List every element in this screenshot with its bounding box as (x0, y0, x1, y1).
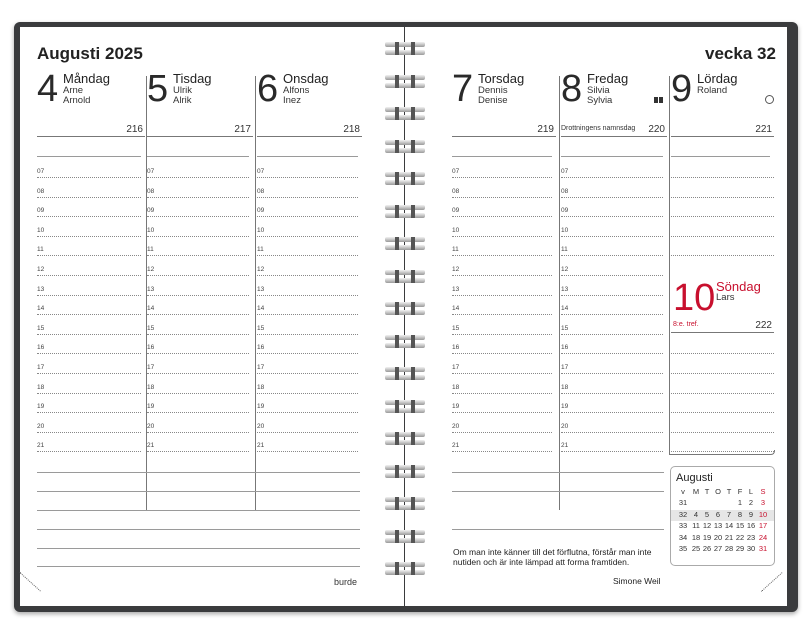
hour-line (147, 451, 249, 452)
spiral-ring (385, 302, 425, 316)
day-cell: 15 (735, 521, 745, 530)
day-cell: 28 (724, 544, 734, 553)
hour-label: 11 (257, 246, 264, 254)
sunday-day-of-year: 222 (755, 320, 772, 331)
mini-calendar-week (671, 544, 774, 555)
hour-label: 17 (452, 364, 460, 371)
hour-label: 21 (147, 442, 155, 450)
hour-label: 20 (452, 422, 460, 430)
sunday-number: 10 (673, 277, 716, 319)
week-number: 35 (678, 544, 688, 553)
day-cell: 19 (702, 532, 712, 542)
hour-line (257, 334, 358, 335)
hour-label: 18 (561, 383, 569, 391)
hour-label: 21 (561, 442, 569, 450)
weekday-label: F (737, 487, 743, 496)
hour-line (452, 412, 552, 413)
hour-label: 16 (561, 344, 569, 352)
blank-line (561, 156, 663, 157)
hour-label: 11 (37, 246, 44, 254)
blank-line (671, 156, 770, 157)
weekday-label: M (692, 487, 700, 496)
hour-label: 15 (37, 324, 45, 332)
day-cell: 18 (691, 532, 701, 542)
notes-line (452, 472, 664, 473)
hour-label: 15 (452, 324, 460, 332)
hour-line (452, 432, 552, 433)
name-day: Alfons (283, 85, 310, 96)
saturday-line (671, 255, 774, 256)
hour-line (257, 216, 358, 217)
hour-line (452, 314, 552, 315)
day-header-line (671, 136, 774, 137)
day-cell: 25 (691, 544, 701, 553)
hour-label: 07 (37, 168, 45, 175)
spiral-ring (385, 562, 425, 576)
hour-line (37, 255, 141, 256)
spiral-ring (385, 432, 425, 446)
hour-label: 08 (37, 187, 45, 195)
hour-line (561, 295, 663, 296)
name-day: Inez (283, 95, 301, 106)
day-name: Lördag (697, 71, 738, 86)
day-cell: 14 (724, 521, 734, 530)
hour-line (37, 451, 141, 452)
day-of-year: 219 (537, 124, 554, 135)
hour-label: 14 (561, 305, 569, 313)
notes-line (37, 472, 360, 473)
hour-label: 12 (37, 266, 45, 273)
brand-logo: burde (334, 577, 358, 587)
weekday-label: O (715, 487, 721, 496)
hour-line (257, 197, 358, 198)
name-day: Ulrik (173, 85, 192, 96)
hour-label: 11 (561, 246, 568, 254)
hour-line (561, 275, 663, 276)
mini-calendar-title: Augusti (676, 472, 713, 484)
hour-line (561, 216, 663, 217)
hour-line (147, 432, 249, 433)
last-quarter-icon (654, 97, 663, 103)
hour-label: 19 (147, 403, 155, 411)
name-day: Roland (697, 85, 728, 96)
hour-line (257, 255, 358, 256)
hour-label: 14 (452, 305, 460, 313)
hour-label: 09 (147, 207, 155, 215)
week-number: 33 (678, 521, 688, 530)
hour-label: 16 (147, 344, 155, 352)
hour-line (257, 236, 358, 237)
weekday-label: T (726, 487, 732, 496)
day-number: 4 (37, 68, 59, 110)
hour-line (452, 295, 552, 296)
hour-label: 13 (37, 285, 45, 293)
hour-label: 20 (37, 422, 45, 430)
hour-line (257, 177, 358, 178)
spiral-ring (385, 400, 425, 414)
blank-line (452, 156, 552, 157)
hour-label: 15 (147, 324, 155, 332)
weekday-label: T (704, 487, 710, 496)
saturday-line (671, 432, 774, 433)
day-cell: 31 (758, 544, 768, 553)
saturday-line (671, 197, 774, 198)
hour-label: 08 (561, 187, 569, 195)
sunday-name: Söndag (716, 279, 761, 294)
spiral-ring (385, 205, 425, 219)
hour-label: 07 (257, 168, 265, 175)
month-year-title: Augusti 2025 (37, 44, 143, 63)
hour-label: 14 (257, 305, 265, 313)
hour-label: 10 (257, 226, 265, 234)
hour-label: 08 (147, 187, 155, 195)
hour-line (561, 451, 663, 452)
column-divider (559, 76, 560, 510)
hour-label: 12 (257, 266, 265, 273)
day-cell: 2 (748, 498, 754, 507)
day-cell: 12 (702, 521, 712, 530)
hour-label: 21 (37, 442, 45, 450)
hour-line (452, 197, 552, 198)
hour-line (561, 255, 663, 256)
mini-calendar-week (671, 510, 774, 521)
hour-label: 13 (561, 285, 569, 293)
hour-label: 17 (147, 364, 155, 371)
hour-line (147, 412, 249, 413)
hour-label: 17 (37, 364, 45, 371)
week-number: 34 (678, 532, 688, 542)
blank-line (257, 156, 358, 157)
day-cell: 5 (704, 509, 710, 519)
hour-label: 13 (452, 285, 460, 293)
hour-label: 20 (147, 422, 155, 430)
saturday-line (671, 412, 774, 413)
day-cell: 29 (735, 544, 745, 553)
name-day: Arnold (63, 95, 91, 106)
name-day: Silvia (587, 85, 610, 96)
hour-label: 09 (257, 207, 265, 215)
spiral-ring (385, 42, 425, 56)
hour-line (257, 295, 358, 296)
day-cell: 8 (737, 509, 743, 519)
hour-label: 16 (257, 344, 265, 352)
mini-calendar-header (671, 487, 774, 498)
hour-label: 13 (257, 285, 265, 293)
hour-line (561, 412, 663, 413)
hour-line (37, 177, 141, 178)
hour-line (452, 393, 552, 394)
hour-label: 14 (37, 305, 45, 313)
day-of-year: 221 (755, 124, 772, 135)
hour-line (561, 373, 663, 374)
hour-line (561, 314, 663, 315)
hour-line (452, 334, 552, 335)
day-cell: 26 (702, 544, 712, 553)
saturday-line (671, 373, 774, 374)
day-header-line (147, 136, 253, 137)
hour-line (147, 295, 249, 296)
hour-label: 17 (561, 364, 569, 371)
hour-label: 09 (561, 207, 569, 215)
day-header-line (37, 136, 145, 137)
blank-line (147, 156, 249, 157)
hour-line (147, 216, 249, 217)
day-cell: 27 (713, 544, 723, 553)
column-divider (669, 76, 670, 454)
day-name: Onsdag (283, 71, 329, 86)
weekday-label: S (760, 487, 766, 496)
hour-line (257, 451, 358, 452)
sunday-header-line (671, 332, 774, 333)
hour-label: 09 (452, 207, 460, 215)
hour-line (452, 353, 552, 354)
hour-line (147, 197, 249, 198)
hour-line (257, 275, 358, 276)
spiral-ring (385, 107, 425, 121)
day-name: Tisdag (173, 71, 212, 86)
hour-line (147, 393, 249, 394)
spiral-ring (385, 367, 425, 381)
hour-line (452, 216, 552, 217)
day-cell: 11 (692, 521, 700, 530)
day-header-line (257, 136, 362, 137)
hour-line (147, 255, 249, 256)
spiral-ring (385, 237, 425, 251)
quote-text: Om man inte känner till det förflutna, förstår man inte nutiden och är inte lämpad att forma framtiden. (453, 547, 652, 567)
day-cell: 20 (713, 532, 723, 542)
day-note: Drottningens namnsdag (561, 125, 636, 132)
day-of-year: 220 (648, 124, 665, 135)
weekday-label: v (681, 487, 685, 496)
hour-line (147, 236, 249, 237)
spiral-ring (385, 140, 425, 154)
hour-label: 18 (147, 383, 155, 391)
day-cell: 10 (758, 509, 768, 519)
hour-line (147, 275, 249, 276)
day-cell: 16 (746, 521, 756, 530)
hour-line (147, 353, 249, 354)
hour-line (452, 275, 552, 276)
hour-label: 20 (257, 422, 265, 430)
hour-line (37, 412, 141, 413)
hour-label: 14 (147, 305, 155, 313)
saturday-line (671, 216, 774, 217)
spiral-ring (385, 465, 425, 479)
spiral-ring (385, 335, 425, 349)
hour-line (257, 432, 358, 433)
day-number: 9 (671, 68, 693, 110)
hour-line (257, 314, 358, 315)
hour-line (257, 353, 358, 354)
day-cell: 21 (724, 532, 734, 542)
saturday-line (671, 177, 774, 178)
hour-line (37, 393, 141, 394)
hour-line (37, 236, 141, 237)
notes-line (37, 548, 360, 549)
hour-label: 15 (561, 324, 569, 332)
day-of-year: 217 (234, 124, 251, 135)
name-day: Sylvia (587, 95, 613, 106)
hour-line (561, 432, 663, 433)
day-name: Torsdag (478, 71, 525, 86)
hour-label: 17 (257, 364, 265, 371)
hour-label: 19 (561, 403, 569, 411)
hour-label: 10 (561, 226, 569, 234)
hour-label: 16 (37, 344, 45, 352)
saturday-line (671, 393, 774, 394)
hour-line (37, 216, 141, 217)
hour-line (452, 373, 552, 374)
spiral-ring (385, 497, 425, 511)
hour-label: 19 (37, 403, 45, 411)
mini-calendar (670, 466, 775, 566)
quote-author: Simone Weil (613, 576, 661, 586)
day-of-year: 218 (343, 124, 360, 135)
mini-calendar-week (671, 521, 774, 532)
day-cell: 9 (748, 509, 754, 519)
hour-line (37, 197, 141, 198)
hour-label: 10 (147, 226, 155, 234)
name-day: Alrik (173, 95, 192, 106)
spiral-ring (385, 172, 425, 186)
hour-line (257, 373, 358, 374)
hour-label: 12 (147, 266, 155, 273)
day-cell: 22 (735, 532, 745, 542)
week-number: 32 (678, 509, 688, 519)
day-cell: 6 (715, 509, 721, 519)
blank-line (37, 156, 141, 157)
day-number: 7 (452, 68, 474, 110)
hour-line (561, 177, 663, 178)
hour-line (452, 451, 552, 452)
hour-line (147, 314, 249, 315)
saturday-box-bottom (669, 450, 775, 455)
week-number: 31 (678, 498, 688, 507)
day-header-line (452, 136, 556, 137)
hour-line (147, 177, 249, 178)
hour-line (452, 255, 552, 256)
name-day: Arne (63, 85, 84, 96)
day-cell: 24 (758, 532, 768, 542)
hour-line (452, 236, 552, 237)
hour-label: 18 (37, 383, 45, 391)
day-cell: 1 (737, 498, 743, 507)
hour-label: 18 (257, 383, 265, 391)
hour-line (37, 432, 141, 433)
day-name: Måndag (63, 71, 110, 86)
day-cell: 23 (746, 532, 756, 542)
day-header-line (561, 136, 667, 137)
hour-line (561, 353, 663, 354)
day-cell: 3 (760, 498, 766, 507)
hour-label: 12 (452, 266, 460, 273)
hour-label: 15 (257, 324, 265, 332)
hour-label: 07 (452, 168, 460, 175)
hour-label: 07 (147, 168, 155, 175)
notes-line (452, 529, 664, 530)
notes-line (37, 510, 360, 511)
hour-line (147, 373, 249, 374)
hour-label: 07 (561, 168, 569, 175)
saturday-line (671, 236, 774, 237)
day-cell: 13 (713, 521, 723, 530)
name-day: Dennis (478, 85, 508, 96)
notes-line (37, 491, 360, 492)
hour-line (37, 275, 141, 276)
day-cell: 4 (693, 509, 699, 519)
new-moon-icon (765, 95, 774, 104)
hour-line (561, 334, 663, 335)
week-number-title: vecka 32 (705, 44, 776, 63)
day-number: 8 (561, 68, 583, 110)
day-number: 5 (147, 68, 169, 110)
hour-label: 18 (452, 383, 460, 391)
hour-line (561, 197, 663, 198)
day-cell: 7 (726, 509, 732, 519)
hour-line (37, 373, 141, 374)
mini-calendar-week (671, 498, 774, 509)
hour-label: 09 (37, 207, 45, 215)
day-number: 6 (257, 68, 279, 110)
hour-label: 21 (257, 442, 265, 450)
hour-line (561, 236, 663, 237)
day-of-year: 216 (126, 124, 143, 135)
hour-label: 11 (452, 246, 459, 254)
hour-label: 21 (452, 442, 460, 450)
column-divider (146, 76, 147, 510)
column-divider (255, 76, 256, 510)
hour-line (452, 177, 552, 178)
saturday-line (671, 353, 774, 354)
hour-label: 10 (37, 226, 45, 234)
hour-label: 20 (561, 422, 569, 430)
day-cell: 30 (746, 544, 756, 553)
hour-line (257, 412, 358, 413)
hour-label: 10 (452, 226, 460, 234)
mini-calendar-week (671, 533, 774, 544)
hour-label: 12 (561, 266, 569, 273)
day-cell: 17 (758, 521, 768, 530)
hour-label: 16 (452, 344, 460, 352)
notes-line (452, 491, 664, 492)
spiral-ring (385, 75, 425, 89)
sunday-name-day: Lars (716, 292, 735, 303)
hour-line (257, 393, 358, 394)
hour-label: 19 (452, 403, 460, 411)
hour-label: 11 (147, 246, 154, 254)
notes-line (37, 566, 360, 567)
spiral-ring (385, 270, 425, 284)
notes-line (37, 529, 360, 530)
weekday-label: L (748, 487, 754, 496)
spiral-ring (385, 530, 425, 544)
sunday-note: 8:e. tref. (673, 321, 699, 328)
left-page (20, 27, 404, 606)
hour-line (37, 314, 141, 315)
hour-label: 19 (257, 403, 265, 411)
hour-line (37, 295, 141, 296)
hour-line (561, 393, 663, 394)
hour-line (37, 334, 141, 335)
day-name: Fredag (587, 71, 629, 86)
hour-label: 08 (452, 187, 460, 195)
hour-label: 08 (257, 187, 265, 195)
hour-line (37, 353, 141, 354)
hour-label: 13 (147, 285, 155, 293)
name-day: Denise (478, 95, 508, 106)
hour-line (147, 334, 249, 335)
